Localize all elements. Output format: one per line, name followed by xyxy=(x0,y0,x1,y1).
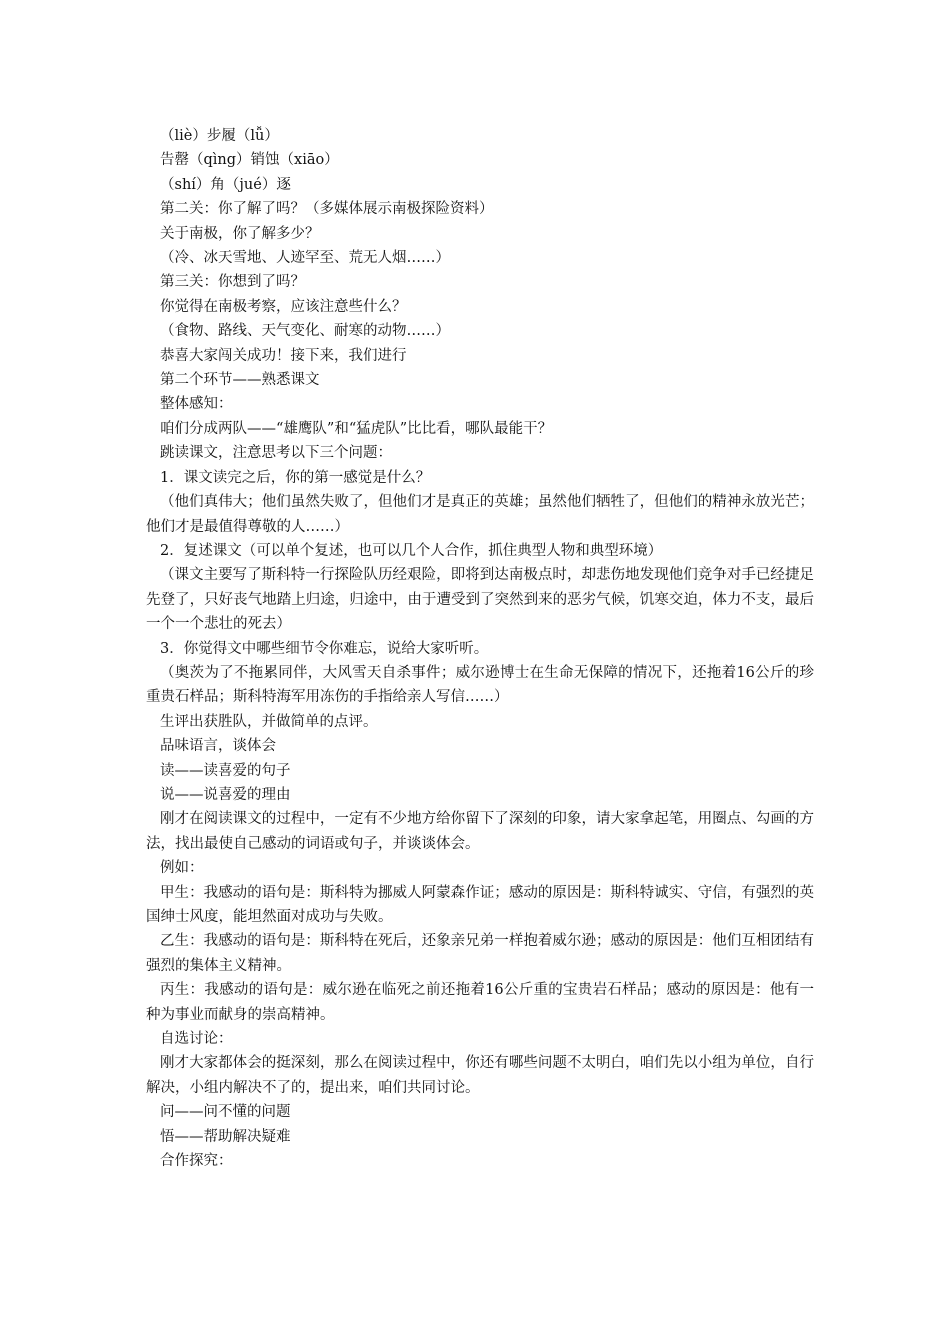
paragraph: （食物、路线、天气变化、耐寒的动物……） xyxy=(160,323,450,340)
paragraph: 说——说喜爱的理由 xyxy=(160,786,291,803)
paragraph: 刚才大家都体会的挺深刻，那么在阅读过程中，你还有哪些问题不太明白，咱们先以小组为单位，自行解决，小组内解决不了的，提出来，咱们共同讨论。 xyxy=(146,1055,814,1096)
section-heading: 第二个环节——熟悉课文 xyxy=(160,372,320,389)
paragraph: 恭喜大家闯关成功！接下来，我们进行 xyxy=(160,347,407,364)
answer-1: （他们真伟大；他们虽然失败了，但他们才是真正的英雄；虽然他们牺牲了，但他们的精神永放光芒；他们才是最值得尊敬的人……） xyxy=(146,494,814,535)
paragraph: 关于南极，你了解多少？ xyxy=(160,225,320,242)
paragraph: 例如： xyxy=(160,860,204,877)
paragraph: 自选讨论： xyxy=(160,1031,233,1048)
paragraph: 告罄（qìng）销蚀（xiāo） xyxy=(160,152,339,169)
paragraph: 生评出获胜队，并做简单的点评。 xyxy=(160,713,378,730)
document-body xyxy=(146,124,814,1173)
student-example-a: 甲生：我感动的语句是：斯科特为挪威人阿蒙森作证；感动的原因是：斯科特诚实、守信，有强烈的英国绅士风度，能坦然面对成功与失败。 xyxy=(146,884,814,925)
paragraph: 咱们分成两队——“雄鹰队”和“猛虎队”比比看，哪队最能干？ xyxy=(160,420,553,437)
paragraph: （shí）角（jué）逐 xyxy=(160,176,291,193)
answer-3: （奥茨为了不拖累同伴，大风雪天自杀事件；威尔逊博士在生命无保障的情况下，还拖着16公斤的珍重贵石样品；斯科特海军用冻伤的手指给亲人写信……） xyxy=(146,664,814,706)
student-example-c: 丙生：我感动的语句是：威尔逊在临死之前还拖着16公斤重的宝贵岩石样品；感动的原因是：他有一种为事业而献身的崇高精神。 xyxy=(146,982,814,1023)
paragraph: 合作探究： xyxy=(160,1153,233,1170)
paragraph: 刚才在阅读课文的过程中，一定有不少地方给你留下了深刻的印象，请大家拿起笔，用圈点、勾画的方法，找出最使自己感动的词语或句子，并谈谈体会。 xyxy=(146,811,814,852)
question-2: 2．复述课文（可以单个复述，也可以几个人合作，抓住典型人物和典型环境） xyxy=(160,542,663,559)
question-1: 1．课文读完之后，你的第一感觉是什么？ xyxy=(160,469,431,486)
paragraph: （liè）步履（lǚ） xyxy=(160,128,279,144)
answer-2: （课文主要写了斯科特一行探险队历经艰险，即将到达南极点时，却悲伤地发现他们竞争对手已经捷足先登了，只好丧气地踏上归途，归途中，由于遭受到了突然到来的恶劣气候，饥寒交迫，体力不支，最后一个一个悲壮的死去） xyxy=(146,567,814,633)
paragraph: 第二关：你了解了吗？（多媒体展示南极探险资料） xyxy=(160,201,494,218)
paragraph: 品味语言，谈体会 xyxy=(160,738,276,755)
paragraph: 读——读喜爱的句子 xyxy=(160,762,291,779)
paragraph: 问——问不懂的问题 xyxy=(160,1104,291,1121)
paragraph: 第三关：你想到了吗？ xyxy=(160,274,305,291)
student-example-b: 乙生：我感动的语句是：斯科特在死后，还象亲兄弟一样抱着威尔逊；感动的原因是：他们互相团结有强烈的集体主义精神。 xyxy=(146,933,814,974)
paragraph: 跳读课文，注意思考以下三个问题： xyxy=(160,445,392,462)
paragraph: 整体感知： xyxy=(160,396,233,413)
paragraph: 你觉得在南极考察，应该注意些什么？ xyxy=(160,298,407,315)
paragraph: 悟——帮助解决疑难 xyxy=(160,1128,291,1145)
question-3: 3．你觉得文中哪些细节令你难忘，说给大家听听。 xyxy=(160,640,489,657)
paragraph: （冷、冰天雪地、人迹罕至、荒无人烟……） xyxy=(160,250,450,267)
